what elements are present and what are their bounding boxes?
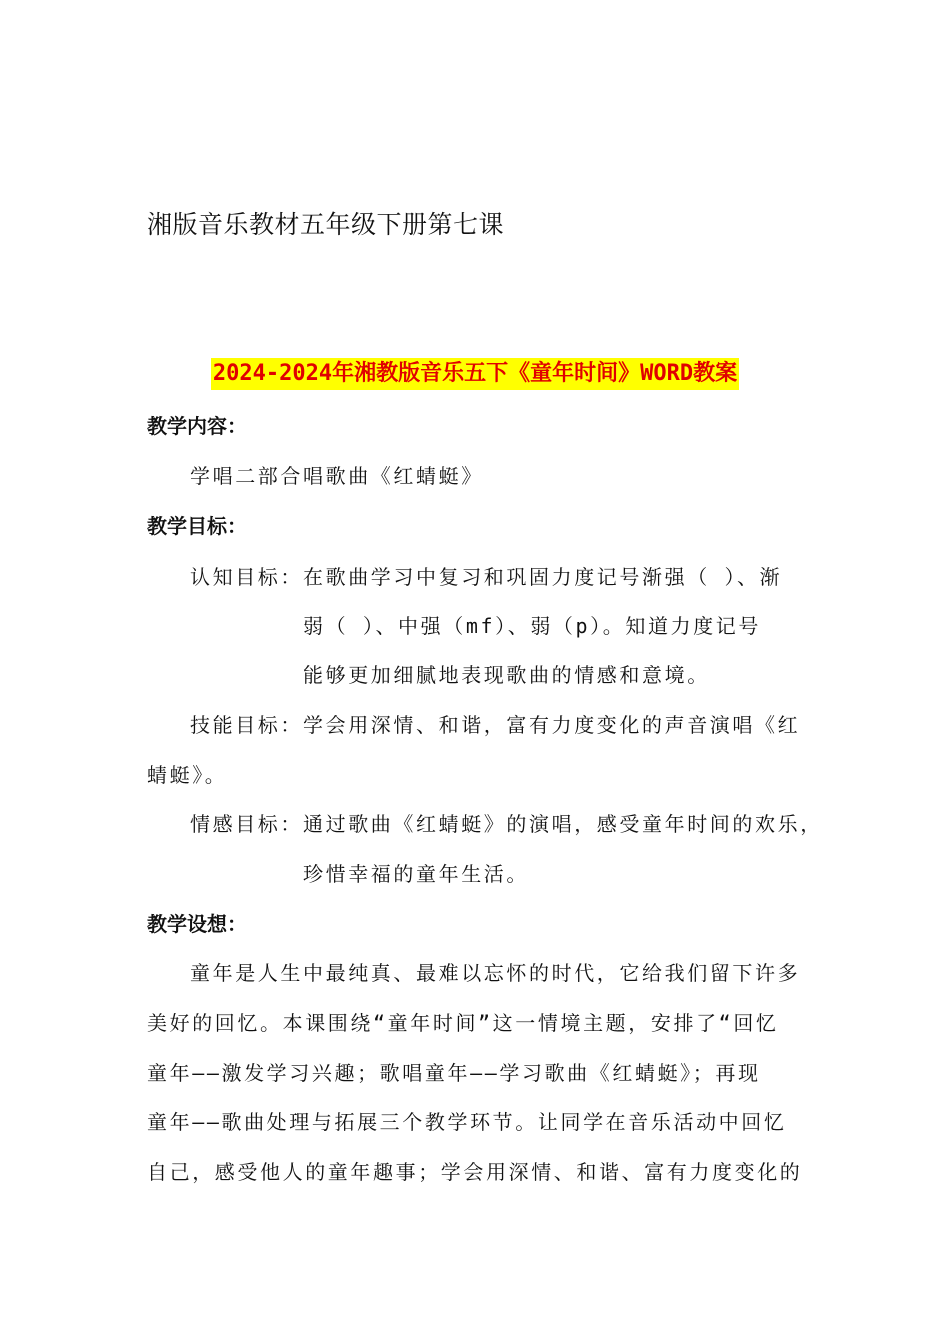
cognitive-label: 认知目标： [190, 565, 303, 589]
emotion-line: 通过歌曲《红蜻蜓》的演唱，感受童年时间的欢乐， [303, 812, 823, 836]
section-heading-content: 教学内容： [147, 414, 247, 438]
document-subtitle: 湘版音乐教材五年级下册第七课 [147, 210, 505, 239]
design-line: 自己，感受他人的童年趣事；学会用深情、和谐、富有力度变化的 [147, 1160, 803, 1184]
content-text: 学唱二部合唱歌曲《红蜻蜓》 [190, 464, 484, 488]
skill-line: 蜻蜓》。 [147, 763, 228, 787]
document-title: 2024-2024年湘教版音乐五下《童年时间》WORD教案 [211, 358, 739, 390]
emotion-label: 情感目标： [190, 812, 303, 836]
skill-label: 技能目标： [190, 713, 303, 737]
design-line: 美好的回忆。本课围绕“童年时间”这一情境主题，安排了“回忆 [147, 1011, 779, 1035]
title-container [0, 358, 950, 390]
skill-line: 学会用深情、和谐，富有力度变化的声音演唱《红 [303, 713, 801, 737]
design-line: 童年——歌曲处理与拓展三个教学环节。让同学在音乐活动中回忆 [147, 1110, 787, 1134]
design-line: 童年——激发学习兴趣；歌唱童年——学习歌曲《红蜻蜓》；再现 [147, 1061, 761, 1085]
design-line: 童年是人生中最纯真、最难以忘怀的时代，它给我们留下许多 [190, 961, 801, 985]
section-heading-objectives: 教学目标： [147, 514, 247, 538]
cognitive-line: 在歌曲学习中复习和巩固力度记号渐强（ ）、渐 [303, 565, 783, 589]
cognitive-line: 弱（ ）、中强（mf）、弱（p）。知道力度记号 [303, 614, 761, 638]
emotion-line: 珍惜幸福的童年生活。 [303, 862, 529, 886]
cognitive-line: 能够更加细腻地表现歌曲的情感和意境。 [303, 663, 710, 687]
section-heading-design: 教学设想： [147, 912, 247, 936]
